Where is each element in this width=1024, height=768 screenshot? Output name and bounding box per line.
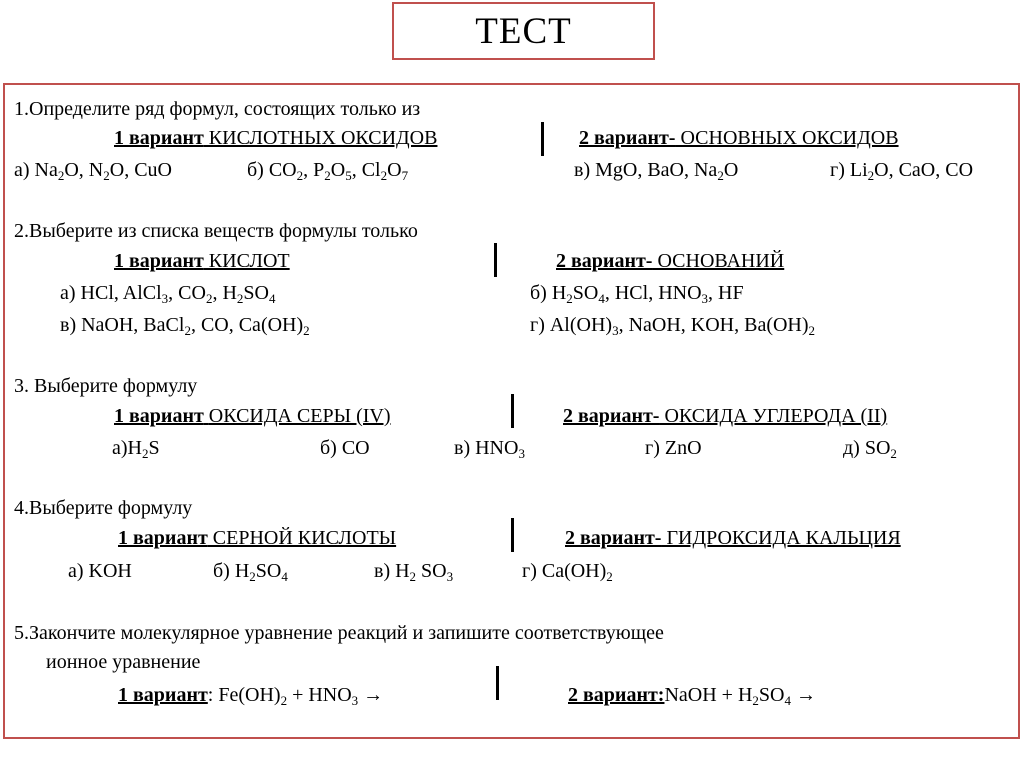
q5-variant1 bbox=[118, 683, 383, 707]
q3-option-b: б) CO bbox=[320, 437, 370, 459]
q5-v1-label: 1 вариант bbox=[118, 684, 208, 706]
q4-question: 4.Выберите формулу bbox=[14, 497, 193, 519]
q2-v1-text: КИСЛОТ bbox=[203, 250, 290, 272]
variant-divider bbox=[494, 243, 497, 277]
q2-option-v: в) NaOH, BaCl$_2$, CO, $Ca(OH)_2$ bbox=[60, 314, 310, 338]
q3-v2-label: 2 вариант- bbox=[563, 405, 660, 427]
q1-question: 1.Определите ряд формул, состоящих только из bbox=[14, 98, 421, 120]
q4-variant2 bbox=[565, 526, 901, 550]
q2-variant1 bbox=[114, 249, 290, 273]
q2-variant2 bbox=[556, 249, 784, 273]
q1-v1-label: 1 вариант bbox=[114, 127, 204, 149]
q4-option-g: г) $Ca(OH)_2$ bbox=[522, 560, 613, 584]
q2-v1-label: 1 вариант bbox=[114, 250, 204, 272]
q1-option-a: а) $Na_2O$, $N_2O$, CuO bbox=[14, 159, 172, 183]
title-box bbox=[392, 2, 655, 60]
variant-divider bbox=[511, 518, 514, 552]
q2-v2-label: 2 вариант- bbox=[556, 250, 653, 272]
q2-v2-text: ОСНОВАНИЙ bbox=[652, 250, 785, 272]
q1-variant1 bbox=[114, 126, 437, 150]
variant-divider bbox=[541, 122, 544, 156]
q3-option-g: г) ZnO bbox=[645, 437, 702, 459]
q5-question-cont: ионное уравнение bbox=[46, 651, 201, 673]
q3-variant2 bbox=[563, 404, 887, 428]
q3-option-a: $а)H_2S$ bbox=[112, 437, 160, 461]
q4-v2-text: ГИДРОКСИДА КАЛЬЦИЯ bbox=[661, 527, 901, 549]
q2-option-b: б) $H_2SO_4$, HCl, $HNO_3$, HF bbox=[530, 282, 744, 306]
variant-divider bbox=[496, 666, 499, 700]
q4-v1-text: СЕРНОЙ КИСЛОТЫ bbox=[207, 527, 397, 549]
q3-v1-label: 1 вариант bbox=[114, 405, 204, 427]
q4-variant1 bbox=[118, 526, 396, 550]
page-title: ТЕСТ bbox=[475, 10, 572, 52]
q3-question: 3. Выберите формулу bbox=[14, 375, 198, 397]
q1-v1-text: КИСЛОТНЫХ ОКСИДОВ bbox=[203, 127, 438, 149]
q1-option-v: в) MgO, BaO, $Na_2O$ bbox=[574, 159, 739, 183]
q4-v1-label: 1 вариант bbox=[118, 527, 208, 549]
q1-option-g: г) $Li_2O$, CaO, CO bbox=[830, 159, 974, 183]
q4-option-a: а) KOH bbox=[68, 560, 132, 582]
q3-v1-text: ОКСИДА СЕРЫ (IV) bbox=[208, 405, 391, 427]
q5-v1-equation: : $Fe(OH)_2 + HNO_3$ → bbox=[207, 684, 384, 708]
q4-option-v: в) $H_2$ $SO_3$ bbox=[374, 560, 454, 584]
q1-v2-label: 2 вариант- bbox=[579, 127, 676, 149]
q5-v2-equation: NaOH + $H_2SO_4$ → bbox=[664, 684, 816, 708]
q4-option-b: б) $H_2SO_4$ bbox=[213, 560, 288, 584]
q3-variant1 bbox=[114, 404, 391, 428]
q3-option-d: д) $SO_2$ bbox=[843, 437, 897, 461]
q3-option-v: в) $HNO_3$ bbox=[454, 437, 525, 461]
q5-question: 5.Закончите молекулярное уравнение реакций и запишите соответствующее bbox=[14, 622, 664, 644]
q3-v2-text: ОКСИДА УГЛЕРОДА (II) bbox=[659, 405, 888, 427]
q5-v2-label: 2 вариант: bbox=[568, 684, 665, 706]
q2-option-a: а) HCl, AlCl$_3$, $CO_2$, $H_2SO_4$ bbox=[60, 282, 276, 306]
q1-v2-text: ОСНОВНЫХ ОКСИДОВ bbox=[675, 127, 899, 149]
q1-variant2 bbox=[579, 126, 899, 150]
q5-variant2 bbox=[568, 683, 816, 707]
q2-question: 2.Выберите из списка веществ формулы только bbox=[14, 220, 418, 242]
q1-option-b: б) $CO_2$, $P_2O_5$, $Cl_2O_7$ bbox=[247, 159, 409, 183]
q2-option-g: г) $Al(OH)_3$, NaOH, KOH, $Ba(OH)_2$ bbox=[530, 314, 816, 338]
variant-divider bbox=[511, 394, 514, 428]
q4-v2-label: 2 вариант- bbox=[565, 527, 662, 549]
